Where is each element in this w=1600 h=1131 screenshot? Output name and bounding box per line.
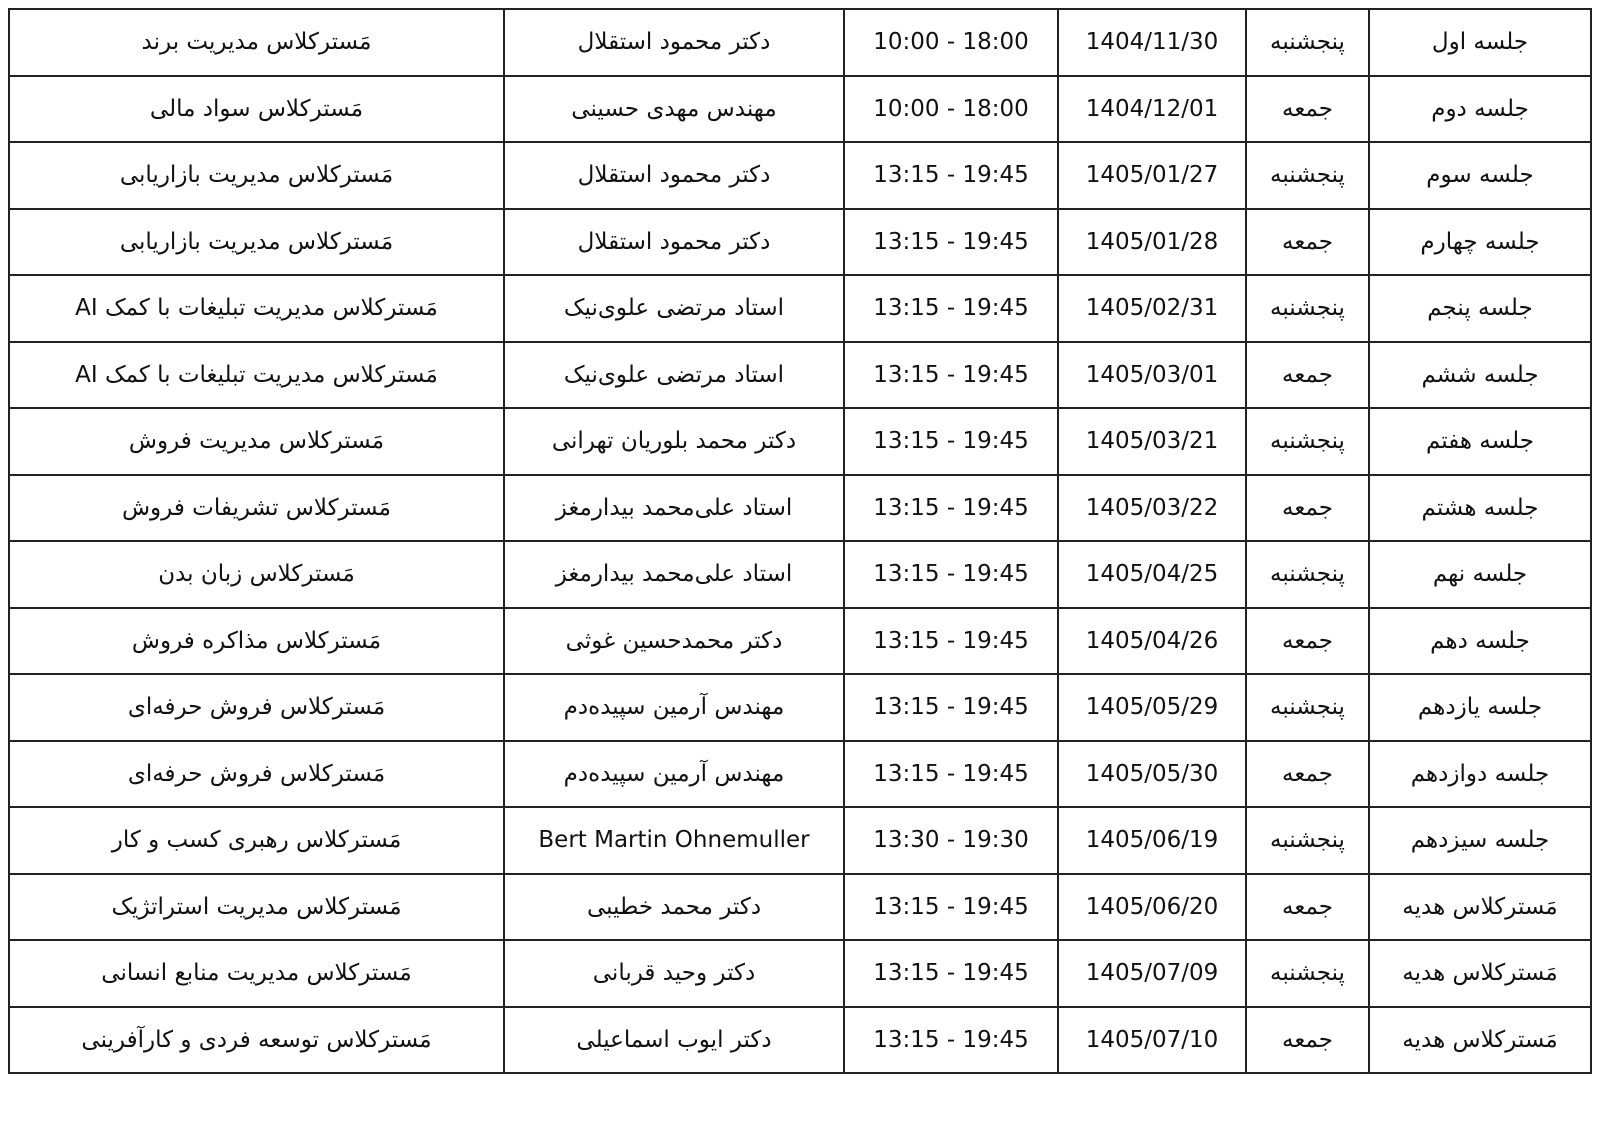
date-cell	[1058, 275, 1246, 342]
course-cell: مَسترکلاس مذاکره فروش	[9, 608, 504, 675]
date-text: 1405/05/29	[1085, 694, 1219, 721]
time-text: 13:15 - 19:45	[873, 494, 1029, 521]
time-text: 13:15 - 19:45	[873, 694, 1029, 721]
date-cell	[1058, 807, 1246, 874]
day-cell: پنجشنبه	[1246, 541, 1369, 608]
time-cell	[844, 142, 1058, 209]
date-cell	[1058, 142, 1246, 209]
date-cell	[1058, 674, 1246, 741]
date-cell	[1058, 741, 1246, 808]
day-cell: پنجشنبه	[1246, 807, 1369, 874]
table-row	[9, 541, 1591, 608]
teacher-cell: دکتر ایوب اسماعیلی	[504, 1007, 844, 1074]
session-cell: جلسه دوم	[1369, 76, 1591, 143]
schedule-table	[8, 8, 1592, 1074]
session-cell: جلسه هشتم	[1369, 475, 1591, 542]
date-cell	[1058, 940, 1246, 1007]
course-cell: مَسترکلاس مدیریت استراتژیک	[9, 874, 504, 941]
session-cell: جلسه سوم	[1369, 142, 1591, 209]
session-cell: جلسه هفتم	[1369, 408, 1591, 475]
day-cell: پنجشنبه	[1246, 408, 1369, 475]
time-text: 13:15 - 19:45	[873, 760, 1029, 787]
time-cell	[844, 76, 1058, 143]
time-text: 13:15 - 19:45	[873, 361, 1029, 388]
teacher-cell: مهندس آرمین سپیده‌دم	[504, 741, 844, 808]
table-row	[9, 874, 1591, 941]
time-cell	[844, 1007, 1058, 1074]
course-cell: مَسترکلاس مدیریت بازاریابی	[9, 209, 504, 276]
day-cell: پنجشنبه	[1246, 674, 1369, 741]
teacher-cell: مهندس مهدی حسینی	[504, 76, 844, 143]
time-cell	[844, 674, 1058, 741]
date-text: 1405/05/30	[1085, 760, 1219, 787]
day-cell: پنجشنبه	[1246, 9, 1369, 76]
date-cell	[1058, 541, 1246, 608]
table-row	[9, 1007, 1591, 1074]
table-row	[9, 674, 1591, 741]
teacher-cell: Bert Martin Ohnemuller	[504, 807, 844, 874]
date-text: 1405/03/21	[1085, 428, 1219, 455]
time-text: 13:15 - 19:45	[873, 627, 1029, 654]
date-cell	[1058, 76, 1246, 143]
session-cell: مَسترکلاس هدیه	[1369, 1007, 1591, 1074]
date-cell	[1058, 342, 1246, 409]
date-cell	[1058, 209, 1246, 276]
teacher-cell: دکتر محمود استقلال	[504, 9, 844, 76]
session-cell: جلسه دهم	[1369, 608, 1591, 675]
time-text: 13:15 - 19:45	[873, 295, 1029, 322]
session-cell: جلسه اول	[1369, 9, 1591, 76]
date-text: 1405/03/01	[1085, 361, 1219, 388]
session-cell: جلسه پنجم	[1369, 275, 1591, 342]
course-cell: مَسترکلاس فروش حرفه‌ای	[9, 741, 504, 808]
course-cell: مَسترکلاس مدیریت تبلیغات با کمک AI	[9, 342, 504, 409]
date-text: 1405/06/20	[1085, 893, 1219, 920]
session-cell: جلسه یازدهم	[1369, 674, 1591, 741]
date-cell	[1058, 874, 1246, 941]
course-cell: مَسترکلاس سواد مالی	[9, 76, 504, 143]
time-text: 13:30 - 19:30	[873, 827, 1029, 854]
date-text: 1405/06/19	[1085, 827, 1219, 854]
teacher-cell: دکتر محمدحسین غوثی	[504, 608, 844, 675]
session-cell: جلسه چهارم	[1369, 209, 1591, 276]
time-cell	[844, 541, 1058, 608]
time-text: 13:15 - 19:45	[873, 1026, 1029, 1053]
date-text: 1405/01/28	[1085, 228, 1219, 255]
table-row	[9, 475, 1591, 542]
session-cell: مَسترکلاس هدیه	[1369, 874, 1591, 941]
time-cell	[844, 408, 1058, 475]
table-row	[9, 408, 1591, 475]
time-text: 10:00 - 18:00	[873, 29, 1029, 56]
table-row	[9, 940, 1591, 1007]
day-cell: جمعه	[1246, 1007, 1369, 1074]
day-cell: پنجشنبه	[1246, 940, 1369, 1007]
day-cell: جمعه	[1246, 741, 1369, 808]
table-row	[9, 209, 1591, 276]
teacher-cell: مهندس آرمین سپیده‌دم	[504, 674, 844, 741]
time-cell	[844, 608, 1058, 675]
course-cell: مَسترکلاس مدیریت تبلیغات با کمک AI	[9, 275, 504, 342]
teacher-cell: استاد مرتضی علوی‌نیک	[504, 342, 844, 409]
table-row	[9, 9, 1591, 76]
teacher-cell: دکتر محمد خطیبی	[504, 874, 844, 941]
table-row	[9, 142, 1591, 209]
session-cell: جلسه سیزدهم	[1369, 807, 1591, 874]
day-cell: جمعه	[1246, 342, 1369, 409]
date-text: 1405/04/26	[1085, 627, 1219, 654]
date-cell	[1058, 1007, 1246, 1074]
date-text: 1405/07/10	[1085, 1026, 1219, 1053]
date-cell	[1058, 9, 1246, 76]
course-cell: مَسترکلاس مدیریت منابع انسانی	[9, 940, 504, 1007]
time-cell	[844, 209, 1058, 276]
time-text: 13:15 - 19:45	[873, 893, 1029, 920]
time-text: 13:15 - 19:45	[873, 228, 1029, 255]
table-row	[9, 342, 1591, 409]
time-text: 13:15 - 19:45	[873, 561, 1029, 588]
date-text: 1405/03/22	[1085, 494, 1219, 521]
course-cell: مَسترکلاس مدیریت برند	[9, 9, 504, 76]
teacher-cell: دکتر محمود استقلال	[504, 209, 844, 276]
course-cell: مَسترکلاس رهبری کسب و کار	[9, 807, 504, 874]
course-cell: مَسترکلاس مدیریت بازاریابی	[9, 142, 504, 209]
time-cell	[844, 342, 1058, 409]
date-text: 1405/02/31	[1085, 295, 1219, 322]
day-cell: پنجشنبه	[1246, 275, 1369, 342]
date-text: 1405/07/09	[1085, 960, 1219, 987]
teacher-cell: استاد علی‌محمد بیدارمغز	[504, 541, 844, 608]
day-cell: پنجشنبه	[1246, 142, 1369, 209]
teacher-cell: دکتر وحید قربانی	[504, 940, 844, 1007]
day-cell: جمعه	[1246, 209, 1369, 276]
time-cell	[844, 807, 1058, 874]
time-text: 13:15 - 19:45	[873, 428, 1029, 455]
table-row	[9, 608, 1591, 675]
teacher-cell: استاد علی‌محمد بیدارمغز	[504, 475, 844, 542]
time-cell	[844, 9, 1058, 76]
teacher-cell: دکتر محمد بلوریان تهرانی	[504, 408, 844, 475]
time-text: 10:00 - 18:00	[873, 95, 1029, 122]
day-cell: جمعه	[1246, 874, 1369, 941]
time-cell	[844, 275, 1058, 342]
teacher-cell: دکتر محمود استقلال	[504, 142, 844, 209]
date-cell	[1058, 608, 1246, 675]
session-cell: مَسترکلاس هدیه	[1369, 940, 1591, 1007]
course-cell: مَسترکلاس زبان بدن	[9, 541, 504, 608]
course-cell: مَسترکلاس فروش حرفه‌ای	[9, 674, 504, 741]
date-text: 1404/12/01	[1085, 95, 1219, 122]
table-row	[9, 76, 1591, 143]
date-text: 1405/01/27	[1085, 162, 1219, 189]
time-cell	[844, 475, 1058, 542]
session-cell: جلسه ششم	[1369, 342, 1591, 409]
session-cell: جلسه دوازدهم	[1369, 741, 1591, 808]
time-cell	[844, 741, 1058, 808]
schedule-body	[9, 9, 1591, 1073]
session-cell: جلسه نهم	[1369, 541, 1591, 608]
time-cell	[844, 940, 1058, 1007]
date-text: 1405/04/25	[1085, 561, 1219, 588]
day-cell: جمعه	[1246, 475, 1369, 542]
time-text: 13:15 - 19:45	[873, 960, 1029, 987]
table-row	[9, 741, 1591, 808]
day-cell: جمعه	[1246, 76, 1369, 143]
date-text: 1404/11/30	[1085, 29, 1219, 56]
course-cell: مَسترکلاس توسعه فردی و کارآفرینی	[9, 1007, 504, 1074]
course-cell: مَسترکلاس مدیریت فروش	[9, 408, 504, 475]
table-row	[9, 807, 1591, 874]
day-cell: جمعه	[1246, 608, 1369, 675]
date-cell	[1058, 408, 1246, 475]
course-cell: مَسترکلاس تشریفات فروش	[9, 475, 504, 542]
teacher-cell: استاد مرتضی علوی‌نیک	[504, 275, 844, 342]
time-text: 13:15 - 19:45	[873, 162, 1029, 189]
table-row	[9, 275, 1591, 342]
date-cell	[1058, 475, 1246, 542]
time-cell	[844, 874, 1058, 941]
